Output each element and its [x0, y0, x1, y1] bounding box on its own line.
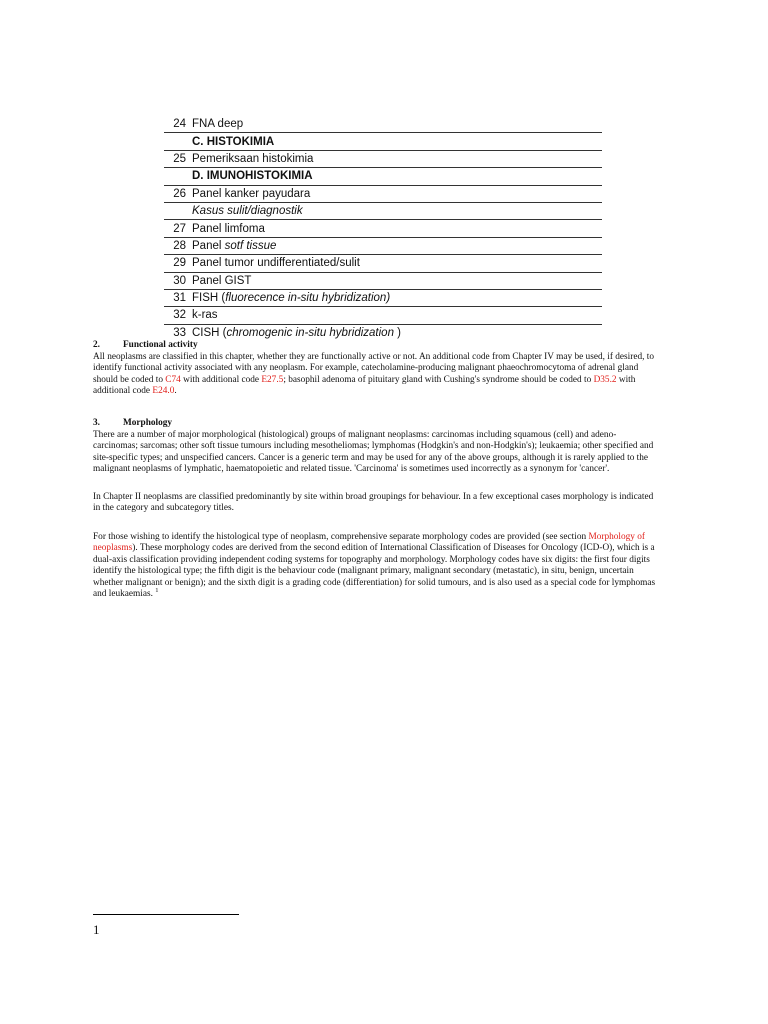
table-section-row [164, 168, 602, 185]
table-row [164, 307, 602, 324]
table-row [164, 255, 602, 272]
morphology-link[interactable]: Morphology of neoplasms [93, 532, 646, 554]
row-number: 32 [173, 309, 186, 322]
row-text: FNA deep [192, 118, 244, 131]
code-link-c74[interactable]: C74 [165, 374, 181, 385]
text-run: with additional code [180, 374, 262, 385]
table-row [164, 116, 602, 133]
row-number: 27 [173, 222, 186, 235]
row-number: 29 [173, 257, 186, 270]
code-link-e27-5[interactable]: E27.5 [261, 374, 284, 385]
row-text: Panel GIST [192, 274, 252, 287]
row-number: 26 [173, 187, 186, 200]
table-row [164, 186, 602, 203]
text-run: with additional code [93, 374, 636, 397]
row-text-part: ) [393, 326, 401, 339]
row-text-part: Panel [192, 239, 225, 252]
row-text: D. IMUNOHISTOKIMIA [192, 170, 313, 183]
section-title: Morphology [123, 418, 173, 428]
row-text: Panel kanker payudara [192, 187, 311, 200]
row-text: Panel tumor undifferentiated/sulit [192, 257, 360, 270]
table-row [164, 238, 602, 255]
section-title: Functional activity [123, 340, 198, 350]
table-row [164, 220, 602, 237]
row-text: Panel limfoma [192, 222, 265, 235]
row-text-italic: chromogenic in-situ hybridization [226, 326, 394, 339]
row-text-italic: sotf tissue [224, 239, 277, 252]
footnote-number: 1 [93, 922, 100, 937]
row-number: 30 [173, 274, 186, 287]
section-number: 3. [93, 418, 100, 428]
row-text-italic: fluorecence in-situ hybridization) [225, 292, 391, 305]
text-run: All neoplasms are classified in this chapter, whether they are functionally active or not. An additional code from Chapter IV may be used, if desired, to identify functional activity associated with any neoplasm. For example, catecholamine-producing malignant phaeochromocytoma of adrenal gland should be coded to [93, 352, 654, 385]
text-run: ; basophil adenoma of pituitary gland with Cushing's syndrome should be coded to [283, 374, 594, 385]
section-3-paragraph-1: There are a number of major morphological (histological) groups of malignant neoplasms: carcinomas including squamous (cell) and adeno-carcinomas; sarcomas; other soft tissue tumours including mesotheliomas; lymphomas (Hodgkin's and non-Hodgkin's); leukaemia; other specified and site-specific types; and unspecified cancers. Cancer is a generic term and may be used for any of the above groups, although it is rarely applied to the malignant neoplasms of lymphatic, haematopoietic and related tissue. 'Carcinoma' is sometimes used incorrectly as a synonym for 'cancer'. [93, 430, 654, 475]
procedure-table [164, 116, 602, 341]
row-text-part: CISH ( [192, 326, 227, 339]
footnote-separator [93, 914, 239, 915]
row-text [192, 327, 602, 339]
table-row [164, 151, 602, 168]
text-run: ). These morphology codes are derived from the second edition of International Classification of Diseases for Oncology (ICD-O), which is a dual-axis classification providing independent coding systems for topography and morphology. Morphology codes have six digits: the first four digits identify the histological type; the fifth digit is the behaviour code (malignant primary, malignant secondary (metastatic), in situ, benign, uncertain whether malignant or benign); and the sixth digit is a grading code (differentiation) for solid tumours, and is also used as a special code for lymphomas and leukaemias. [93, 543, 656, 600]
section-3-paragraph-3 [93, 532, 661, 600]
text-run: . [174, 386, 177, 397]
row-number: 28 [173, 239, 186, 252]
footnote-reference: 1 [155, 586, 159, 594]
row-number: 24 [173, 118, 186, 131]
row-text-part: FISH ( [192, 292, 226, 305]
row-text: k-ras [192, 309, 218, 322]
table-section-row [164, 133, 602, 150]
row-number: 33 [173, 326, 186, 339]
section-2-paragraph [93, 352, 661, 398]
code-link-d35-2[interactable]: D35.2 [593, 374, 617, 385]
row-text: Pemeriksaan histokimia [192, 152, 314, 165]
row-text [192, 292, 602, 304]
table-row [164, 203, 602, 220]
code-link-e24-0[interactable]: E24.0 [152, 386, 175, 397]
table-row [164, 273, 602, 290]
row-text: Kasus sulit/diagnostik [192, 205, 303, 218]
row-text: C. HISTOKIMIA [192, 135, 275, 148]
row-number: 31 [173, 292, 186, 305]
text-run: For those wishing to identify the histological type of neoplasm, comprehensive separate morphology codes are provided (see section [93, 532, 589, 542]
section-3-paragraph-2: In Chapter II neoplasms are classified predominantly by site within broad groupings for behaviour. In a few exceptional cases morphology is indicated in the category and subcategory titles. [93, 492, 654, 514]
section-number: 2. [93, 340, 100, 350]
row-number: 25 [173, 152, 186, 165]
section-3-heading [93, 418, 661, 429]
row-text [192, 240, 602, 252]
section-2-heading [93, 340, 661, 351]
table-row [164, 290, 602, 307]
table-row [164, 325, 602, 341]
